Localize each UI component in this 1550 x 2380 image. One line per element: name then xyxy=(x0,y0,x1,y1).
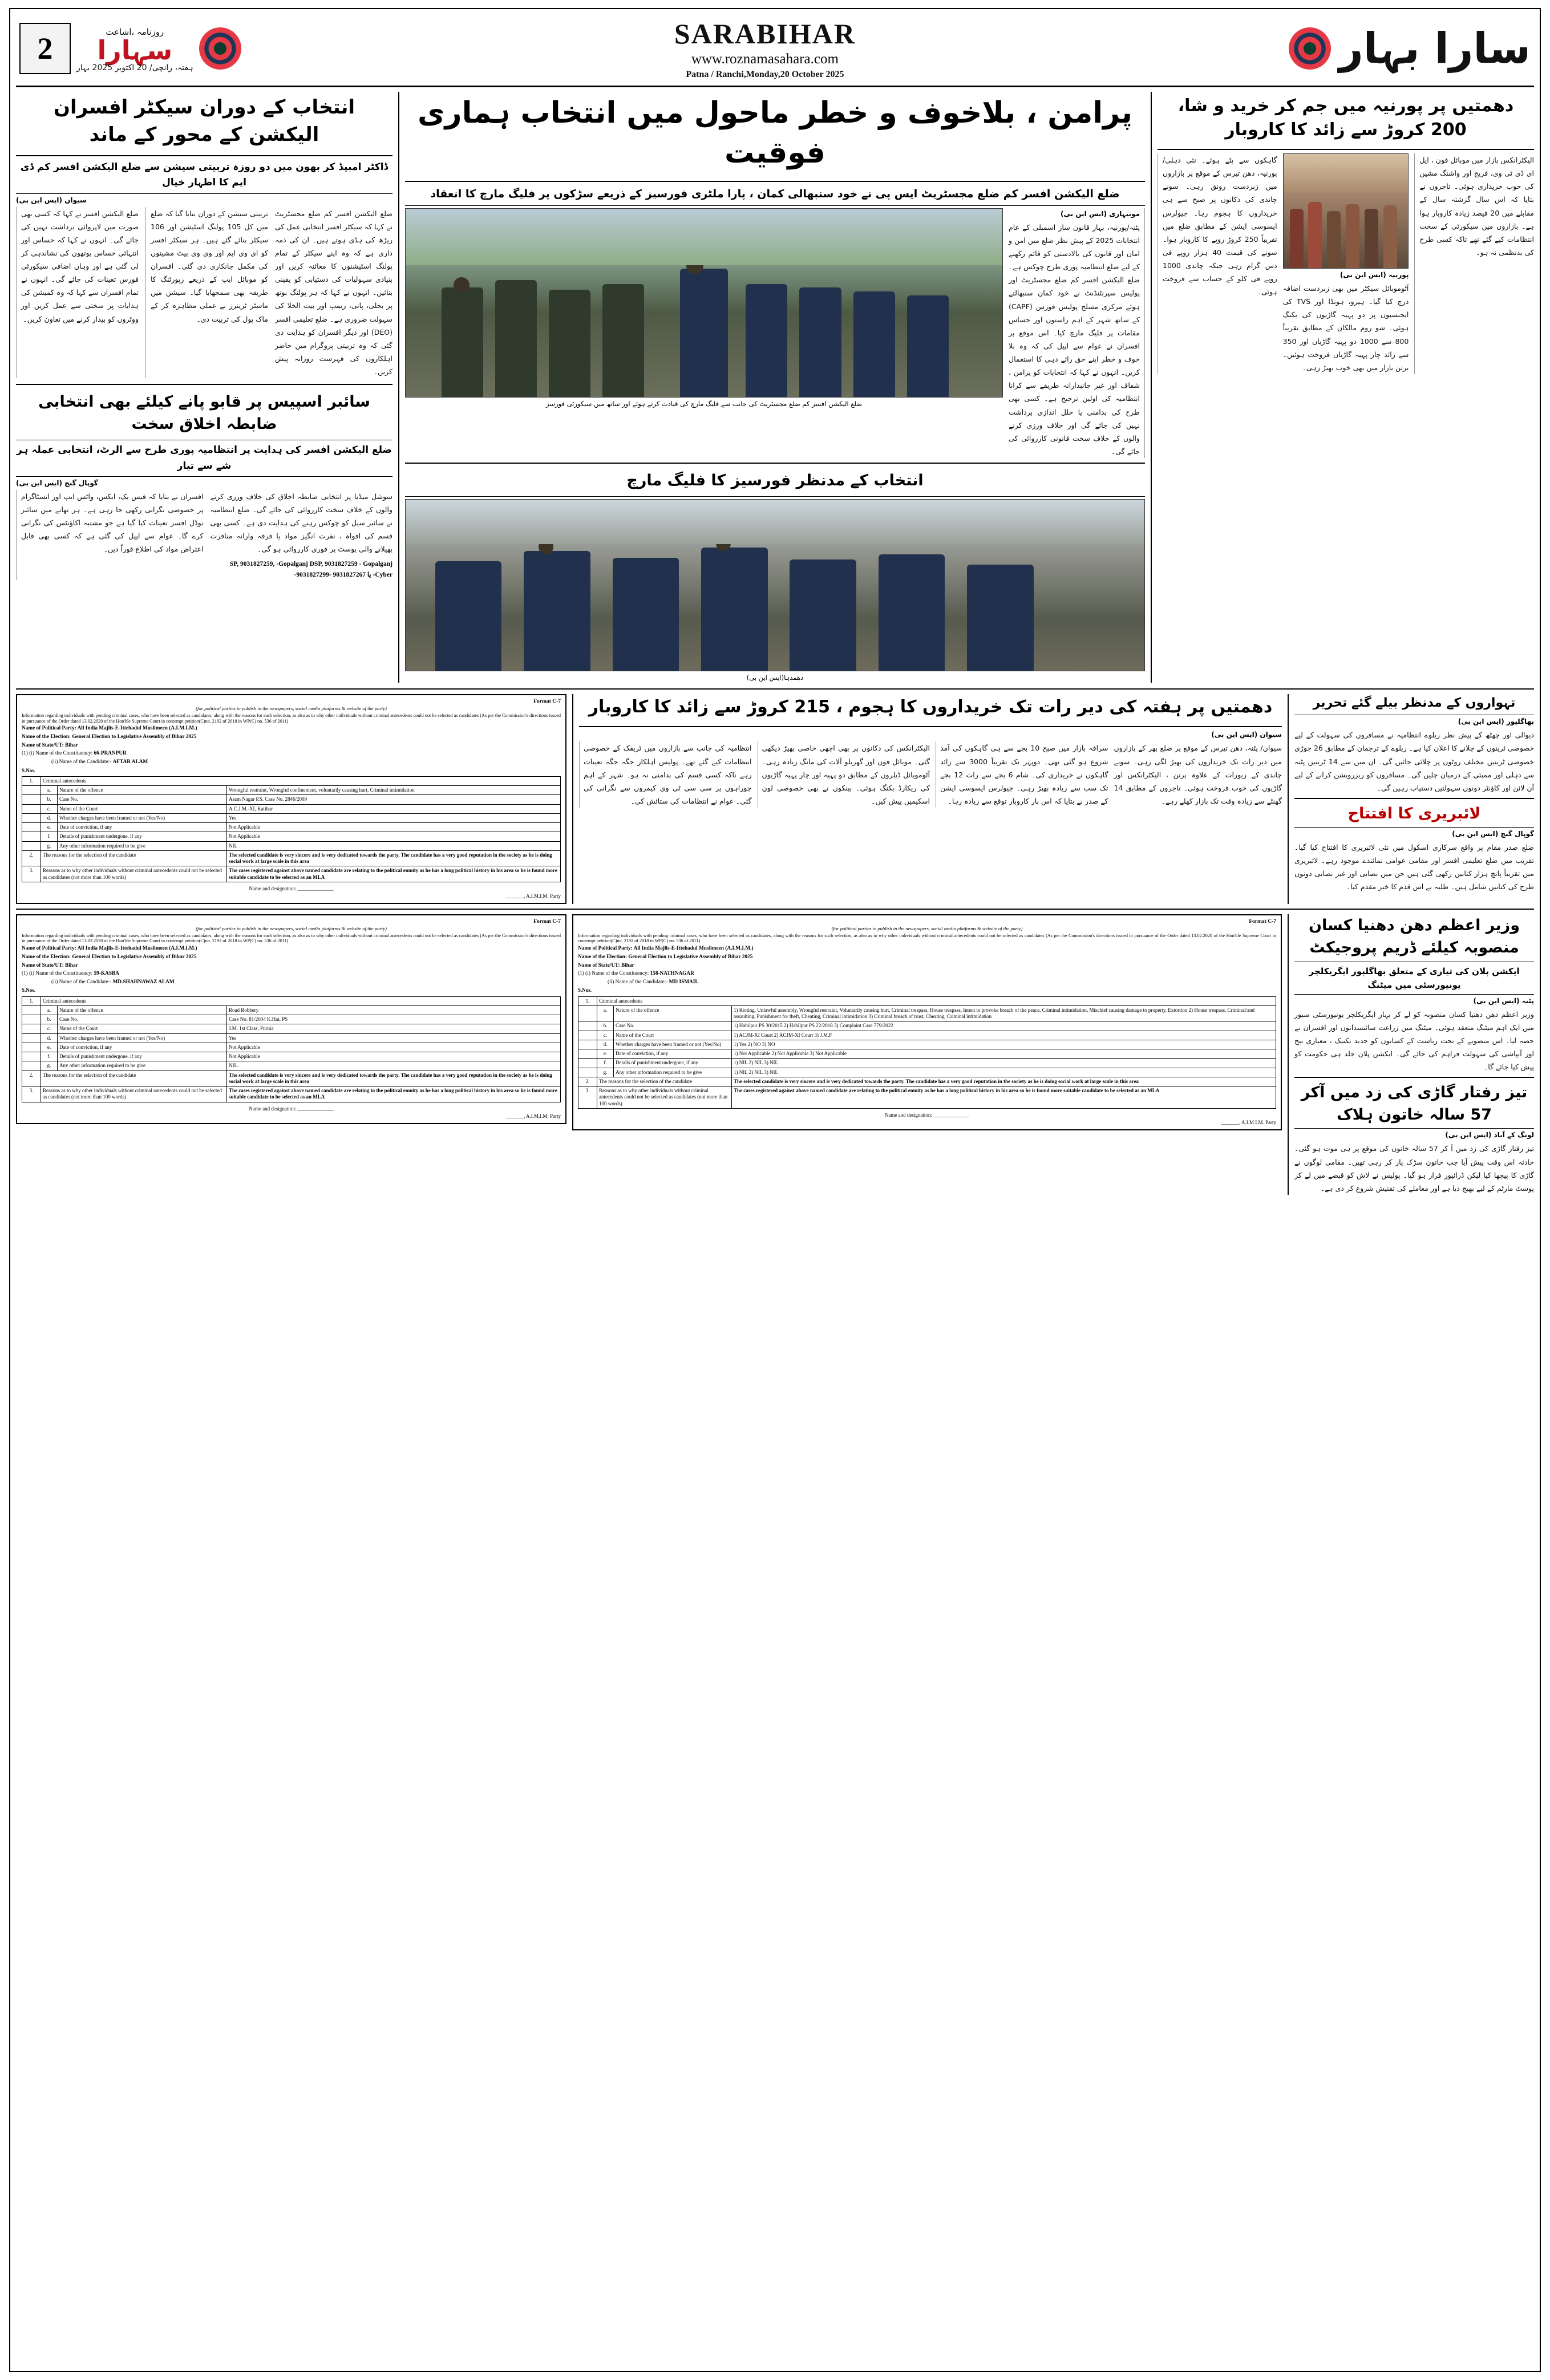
sun-emblem-icon xyxy=(199,27,241,70)
right-mid-byline: پورنیہ (ایس این بی) xyxy=(1339,271,1409,279)
form2-r-e-label: Date of conviction, if any xyxy=(58,1043,227,1052)
form1-r-d-label: Whether charges have been framed or not (Yes/No) xyxy=(58,813,227,822)
form3-r-g-label: Any other information required to be give xyxy=(614,1068,732,1077)
form1-candidate-value: AFTAR ALAM xyxy=(112,759,148,765)
bottom-mid-headline: دھمتیں پر ہفتہ کی دیر رات تک خریداروں کا ہجوم ، 215 کروڑ سے زائد کا کاروبار xyxy=(588,697,1273,717)
form1-party-label: Name of Political Party: xyxy=(22,725,76,732)
form1-party-value: All India Majlis-E-Ittehadul Muslimeen (A.I.M.I.M.) xyxy=(77,725,197,732)
form2-format-id: Format C-7 xyxy=(533,919,561,925)
right-mid-col2: آٹوموبائل سیکٹر میں بھی زبردست اضافہ درج کیا گیا۔ ہیرو، ہونڈا اور TVS کی ایجنسیوں پر دو پہیہ گاڑیوں کی بکنگ ہوئی۔ شو روم مالکان کے مطابق تقریباً 800 سے 1000 دو پہیہ گاڑیاں اور 350 سے زائد چار پہیہ گاڑیاں فروخت ہوئیں۔ برتن بازار میں بھی خوب بھیڑ رہی۔ xyxy=(1282,284,1409,372)
form3-row3-value: The cases registered against above named candidate are relating to the political enmity as he has a long political history in his area so he is found more suitable candidate to be selected as an MLA xyxy=(732,1086,1276,1109)
form2-state-label: Name of State/UT: xyxy=(22,962,64,968)
form-block-2 xyxy=(16,914,566,1195)
form1-r-g-lab: g. xyxy=(41,841,58,850)
table-row: 2. The reasons for the selection of the candidate The selected candidate is very sincere and is very dedicated towards the party. The candidate has a very good reputation in the society as he is doing social work at large scale in this area xyxy=(578,1077,1276,1086)
lead-photo-caption: ضلع الیکشن افسر کم ضلع مجسٹریٹ کی جانب سے فلیگ مارچ کی قیادت کرتے ہوئے اور ساتھ میں سیکورٹی فورسز xyxy=(545,399,863,408)
form2-row3-value: The cases registered against above named candidate are relating to the political enmity as he has a long political history in his area so he is found more suitable candidate to be selected as an MLA xyxy=(227,1086,561,1102)
form3-r-c-value: 1) ACJM-XI Court 2) ACJM-XI Court 3) J.M.F xyxy=(732,1031,1276,1040)
form1-r-g-label: Any other information required to be give xyxy=(58,841,227,850)
form3-r-e-lab: e. xyxy=(597,1049,614,1059)
format-c7-form-2 xyxy=(16,914,566,1124)
left-mid-contacts: SP, 9031827259, -Gopalganj DSP, 9031827259 - Gopalganj -9031827299- یا 9031827267 -Cyber xyxy=(229,561,392,578)
form2-constituency-value: 59-KASBA xyxy=(94,971,119,977)
bottom-mid-col2: سرافہ بازار میں صبح 10 بجے سے ہی گاہکوں کی آمد شروع ہو گئی تھی۔ دوپہر تک تقریباً 3000 سے زائد گاہکوں نے خریداری کی۔ شام 6 بجے سے رات 12 بجے تک سب سے زیادہ بھیڑ رہی۔ جیولرس ایسوسی ایشن کے صدر نے بتایا کہ اس بار کاروبار توقع سے زیادہ رہا۔ xyxy=(936,741,1108,808)
form2-r-g-value: NIL. xyxy=(227,1061,561,1071)
form1-row2-value: The selected candidate is very sincere and is very dedicated towards the party. The candidate has a very good reputation in the society as he is doing social work at large scale in this area xyxy=(227,850,561,866)
website-url[interactable]: www.roznamasahara.com xyxy=(691,51,839,67)
form3-row2-value: The selected candidate is very sincere and is very dedicated towards the party. The candidate has a very good reputation in the society as he is doing social work at large scale in this area xyxy=(732,1077,1276,1086)
form3-r-f-value: 1) NIL 2) NIL 3) NIL xyxy=(732,1059,1276,1068)
form1-election-label: Name of the Election: xyxy=(22,734,71,740)
right-item3-byline: پٹنہ (ایس این بی) xyxy=(1473,996,1534,1005)
form2-r-d-lab: d. xyxy=(41,1033,58,1043)
form3-r-a-value: 1) Rioting, Unlawful assembly, Wrongful restraint, Voluntarily causing hurt, Criminal trespass, House trespass, Intent to provoke breach of the peace, Criminal intimidation, Mischief causing damage to property, Extortion 2) House trespass, Criminal/and assaulting, Punishment for theft, Cheating, Criminal intimidation 3) Criminal breach of trust, Cheating, Criminal intimidation xyxy=(732,1005,1276,1021)
logo-urdu-title: سہارا xyxy=(97,34,173,66)
table-row: 1. Criminal antecedents xyxy=(578,996,1276,1005)
left-top-subhead: ڈاکٹر امبیڈ کر بھون میں دو روزہ تربیتی سیشن سے ضلع الیکشن افسر کم ڈی ایم کا اظہار خیال xyxy=(20,161,388,189)
right-column xyxy=(1151,92,1534,683)
bottom-mid-col4: انتظامیہ کی جانب سے بازاروں میں ٹریفک کے خصوصی انتظامات کیے گئے تھے۔ پولیس اہلکار جگہ جگہ تعینات رہے تاکہ کسی قسم کی بدامنی نہ ہو۔ شہر کے اہم چوراہوں پر سی سی ٹی وی کیمروں سے نگرانی کی گئی۔ عوام نے انتظامات کی ستائش کی۔ xyxy=(579,741,752,808)
form1-r-d-value: Yes xyxy=(227,813,561,822)
table-row: 2. The reasons for the selection of the candidate The selected candidate is very sincere and is very dedicated towards the party. The candidate has a very good reputation in the society as he is doing social work at large scale in this area xyxy=(22,850,561,866)
form2-note: Information regarding individuals with pending criminal cases, who have been selected as candidates, along with the reasons for such selection, as also as to why other individuals without criminal antecedents could not be selected as candidates (As per the Commission's directions issued in pursuance of the Order dated 13.02.2020 of the Hon'ble Supreme Court in contempt petition(C)no. 2192 of 2018 in WP(C) no. 536 of 2011) xyxy=(22,932,561,944)
table-row xyxy=(578,1049,1276,1059)
form3-election-value: General Election to Legislative Assembly of Bihar 2025 xyxy=(628,954,753,960)
urdu-masthead-title: سارا بہار xyxy=(1339,24,1531,73)
table-row xyxy=(22,1015,561,1024)
form3-r-a-label: Nature of the offence xyxy=(614,1005,732,1021)
form1-table xyxy=(22,776,561,882)
english-title: SARABIHAR xyxy=(674,18,856,50)
form1-r-f-value: Not Applicable xyxy=(227,832,561,841)
form1-r-e-lab: e. xyxy=(41,823,58,832)
left-top-byline: سیوان (ایس این بی) xyxy=(16,196,87,204)
form1-state-label: Name of State/UT: xyxy=(22,742,64,748)
form1-note: Information regarding individuals with pending criminal cases, who have been selected as candidates, along with the reasons for such selection, as also as to why other individuals without criminal antecedents could not be selected as candidates (As per the Commission's directions issued in pursuance of the Order dated 13.02.2020 of the Hon'ble Supreme Court in contempt petition(C)no. 2192 of 2018 in WP(C) no. 536 of 2011) xyxy=(22,712,561,724)
form3-subtitle: (for political parties to publish in the newspapers, social media platforms & website of the party) xyxy=(831,926,1023,932)
form3-r-e-label: Date of conviction, if any xyxy=(614,1049,732,1059)
form1-subtitle: (for political parties to publish in the newspapers, social media platforms & website of the party) xyxy=(196,706,387,712)
bottom-mid-story xyxy=(572,694,1282,904)
market-photo xyxy=(1283,153,1409,269)
form2-r-c-label: Name of the Court xyxy=(58,1024,227,1033)
form2-r-f-lab: f. xyxy=(41,1052,58,1061)
form2-state-value: Bihar xyxy=(65,962,78,968)
table-row xyxy=(22,1052,561,1061)
table-row xyxy=(22,832,561,841)
left-top-headline: انتخاب کے دوران سیکٹر افسران الیکشن کے محور کے ماند xyxy=(53,96,355,146)
lead-photo xyxy=(405,208,1003,398)
form3-r-g-lab: g. xyxy=(597,1068,614,1077)
logo-subtitle: روزنامہ ،اشاعت xyxy=(106,26,164,37)
form2-r-g-lab: g. xyxy=(41,1061,58,1071)
form1-r-b-lab: b. xyxy=(41,795,58,804)
form3-table xyxy=(578,996,1276,1109)
masthead xyxy=(16,14,1534,87)
form3-party-value: All India Majlis-E-Ittehadul Muslimeen (A.I.M.I.M.) xyxy=(633,946,754,952)
form3-candidate-value: MD ISMAIL xyxy=(669,979,699,985)
form3-r-a-lab: a. xyxy=(597,1005,614,1021)
form3-criminal-title: Criminal antecedents xyxy=(597,996,1276,1005)
form2-r-c-lab: c. xyxy=(41,1024,58,1033)
form3-state-value: Bihar xyxy=(621,962,634,968)
left-top-body-col1: ضلع الیکشن افسر کم ضلع مجسٹریٹ نے کہا کہ سیکٹر افسر انتخابی عمل کی ریڑھ کی ہڈی ہوتے ہیں۔ ان کی ذمہ داری ہے کہ وہ اپنے سیکٹر کے تمام پولنگ اسٹیشنوں کا معائنہ کریں اور بنیادی سہولیات کی دستیابی کو یقینی بنائیں۔ انہوں نے کہا کہ ہر پولنگ بوتھ پر بجلی، پانی، ریمپ اور بیت الخلا کی سہولت ضروری ہے۔ ضلع تعلیمی افسر (DEO) اور دیگر افسران کو ہدایت دی گئی کہ وہ تربیتی پروگرام میں حاضر اہلکاروں کی فہرست روزانہ پیش کریں۔ xyxy=(275,209,392,376)
form2-r-d-label: Whether charges have been framed or not (Yes/No) xyxy=(58,1033,227,1043)
form1-row2-label: The reasons for the selection of the candidate xyxy=(41,850,227,866)
form1-r-e-label: Date of conviction, if any xyxy=(58,823,227,832)
left-top-body-col3: ضلع الیکشن افسر نے کہا کہ کسی بھی صورت میں لاپروائی برداشت نہیں کی جائے گی۔ انہوں نے کہا کہ حساس اور انتہائی حساس بوتھوں کی نشاندہی کر لی گئی ہے اور وہاں اضافی سیکورٹی فورس تعینات کی جائے گی۔ انہوں نے تمام افسران سے کہا کہ وہ کمیشن کی ہدایات پر سختی سے عمل کریں اور ووٹروں کو بیدار کرنے میں تعاون کریں۔ xyxy=(16,207,139,379)
form1-r-d-lab: d. xyxy=(41,813,58,822)
form3-row3-label: Reasons as to why other individuals without criminal antecedents could not be selected as candidates (not more than 100 words) xyxy=(597,1086,732,1109)
form1-r-c-label: Name of the Court xyxy=(58,804,227,813)
form2-party-label: Name of Political Party: xyxy=(22,946,76,952)
right-mid-col3: الیکٹرانکس بازار میں موبائل فون ، ایل ای ڈی ٹی وی، فریج اور واشنگ مشین کی خوب خریداری ہوئی۔ تاجروں نے بتایا کہ اس سال گزشتہ سال کے مقابلے میں 20 فیصد زیادہ کاروبار ہوا ہے۔ بازاروں میں سیکورٹی کے سخت انتظامات کیے گئے تھے تاکہ کسی طرح کی بدنظمی نہ ہو۔ xyxy=(1414,153,1534,374)
form2-table xyxy=(22,996,561,1102)
form3-sno-header: S.Nos. xyxy=(578,987,592,994)
left-mid-headline: سائبر اسپیس پر قابو پانے کیلئے بھی انتخابی ضابطہ اخلاق سخت xyxy=(38,393,370,433)
form-block-3 xyxy=(572,914,1282,1195)
page-number: 2 xyxy=(19,23,71,74)
table-row xyxy=(22,1043,561,1052)
table-row xyxy=(22,1024,561,1033)
sun-emblem-icon-right xyxy=(1289,27,1331,70)
left-column xyxy=(16,92,392,683)
form1-r-a-label: Nature of the offence xyxy=(58,786,227,795)
form2-r-f-value: Not Applicable xyxy=(227,1052,561,1061)
form1-election-value: General Election to Legislative Assembly of Bihar 2025 xyxy=(72,734,197,740)
form2-r-a-lab: a. xyxy=(41,1005,58,1015)
form1-r-a-value: Wrongful restraint, Wrongful confinement, voluntarily causing hurt, Criminal intimidation xyxy=(227,786,561,795)
form3-r-b-lab: b. xyxy=(597,1021,614,1031)
table-row xyxy=(22,823,561,832)
middle-band xyxy=(16,694,1534,904)
page-frame xyxy=(9,8,1541,2372)
form1-r-a-lab: a. xyxy=(41,786,58,795)
form3-r-f-lab: f. xyxy=(597,1059,614,1068)
form2-election-label: Name of the Election: xyxy=(22,954,71,960)
form2-candidate-label: (ii) Name of the Candidate:- xyxy=(51,979,112,985)
table-row: 3. Reasons as to why other individuals without criminal antecedents could not be selected as candidates (not more than 100 words) The cases registered against above named candidate are relating to the political enmity as he has a long political history in his area so he is found more suitable candidate to be selected as an MLA xyxy=(22,866,561,882)
form3-r-d-label: Whether charges have been framed or not (Yes/No) xyxy=(614,1040,732,1049)
form1-sno-header: S.Nos. xyxy=(22,767,36,773)
left-mid-body-col1: سوشل میڈیا پر انتخابی ضابطہ اخلاق کی خلاف ورزی کرنے والوں کے خلاف سخت کارروائی کی جائے گی۔ ضلع انتظامیہ نے سائبر سیل کو چوکس رہنے کی ہدایت دی ہے۔ کسی بھی قسم کی افواہ ، نفرت انگیز مواد یا فرقہ وارانہ منافرت پھیلانے والی پوسٹ پر فوری کارروائی ہو گی۔ xyxy=(210,492,392,554)
right-item1-headline: تہواروں کے مدنظر بیلے گئے تحریر xyxy=(1313,696,1516,711)
left-mid-byline: گوپال گنج (ایس این بی) xyxy=(16,479,98,487)
form2-signature: Name and designation: ______________ xyxy=(249,1105,334,1112)
right-item3-body: وزیر اعظم دھن دھنیا کسان منصوبہ کو لے کر بہار ایگریکلچر یونیورسٹی سبور میں ایک اہم میٹنگ منعقد ہوئی۔ میٹنگ میں زراعت سائنسدانوں اور افسران نے حصہ لیا۔ اس منصوبے کے تحت ریاست کے کسانوں کو جدید تکنیک ، معیاری بیج اور آبپاشی کی سہولت فراہم کی جائے گی۔ ایکشن پلان جلد ہی حکومت کو پیش کیا جائے گا۔ xyxy=(1294,1009,1534,1072)
table-row: 2. The reasons for the selection of the candidate The selected candidate is very sincere and is very dedicated towards the party. The candidate has a very good reputation in the society as he is doing social work at large scale in this area xyxy=(22,1071,561,1086)
masthead-right xyxy=(1289,24,1531,73)
table-row xyxy=(578,1021,1276,1031)
lead-subhead: ضلع الیکشن افسر کم ضلع مجسٹریٹ ایس پی نے خود سنبھالی کمان ، پارا ملٹری فورسیز کے ذریعے سڑکوں پر فلیگ مارچ کا انعقاد xyxy=(430,188,1120,201)
form1-criminal-title: Criminal antecedents xyxy=(41,776,561,785)
table-row xyxy=(578,1059,1276,1068)
form1-row3-label: Reasons as to why other individuals without criminal antecedents could not be selected as candidates (not more than 100 words) xyxy=(41,866,227,882)
form1-party-sign: _______, A.I.M.I.M. Party xyxy=(505,893,561,899)
right-item2-headline: لائبریری کا افتتاح xyxy=(1347,804,1481,822)
table-row xyxy=(22,813,561,822)
form2-r-b-lab: b. xyxy=(41,1015,58,1024)
bottom-mid-col3: الیکٹرانکس کی دکانوں پر بھی اچھی خاصی بھیڑ دیکھی گئی۔ موبائل فون اور گھریلو آلات کی مانگ زیادہ رہی۔ آٹوموبائل ڈیلروں کے مطابق دو پہیہ اور چار پہیہ گاڑیوں کی ریکارڈ بکنگ ہوئی۔ بینکوں نے بھی خصوصی لون اسکیمیں پیش کیں۔ xyxy=(758,741,930,808)
form3-r-c-lab: c. xyxy=(597,1031,614,1040)
form1-r-c-value: A.C.J.M.-XI, Katihar xyxy=(227,804,561,813)
form2-r-f-label: Details of punishment undergone, if any xyxy=(58,1052,227,1061)
form1-r-e-value: Not Applicable xyxy=(227,823,561,832)
form1-constituency-value: 66-PRANPUR xyxy=(94,751,127,757)
table-row xyxy=(22,786,561,795)
form1-row-index: 1. xyxy=(22,776,41,785)
left-mid-subhead: ضلع الیکشن افسر کی ہدایت پر انتظامیہ پوری طرح سے الرٹ، انتخابی عملہ ہر شے سے تیار xyxy=(16,444,392,472)
right-sidebar-top xyxy=(1288,694,1534,904)
form3-r-d-lab: d. xyxy=(597,1040,614,1049)
right-item2-body: ضلع صدر مقام پر واقع سرکاری اسکول میں نئی لائبریری کا افتتاح کیا گیا۔ تقریب میں ضلع تعلیمی افسر اور مقامی عوامی نمائندے موجود رہے۔ لائبریری میں تقریباً پانچ ہزار کتابیں رکھی گئی ہیں جن میں نصابی اور غیر نصابی دونوں طرح کی کتابیں شامل ہیں۔ طلبہ نے اس قدم کا خیر مقدم کیا۔ xyxy=(1294,843,1534,891)
table-row xyxy=(22,1005,561,1015)
mid-photo2-headline: انتخاب کے مدنظر فورسیز کا فلیگ مارچ xyxy=(626,472,924,490)
form3-election-label: Name of the Election: xyxy=(578,954,627,960)
form3-row2-label: The reasons for the selection of the candidate xyxy=(597,1077,732,1086)
form1-format-id: Format C-7 xyxy=(533,699,561,705)
form3-constituency-label: (1) (i) Name of the Constituency: xyxy=(578,971,649,977)
form2-r-c-value: J.M. 1st Class, Purnia xyxy=(227,1024,561,1033)
form3-constituency-value: 158-NATHNAGAR xyxy=(650,971,694,977)
right-item4-byline: لونگ کے آباد (ایس این بی) xyxy=(1445,1131,1534,1140)
form3-format-id: Format C-7 xyxy=(1249,919,1276,925)
form1-r-b-value: Asam Nagar P.S. Case No. 2846/2009 xyxy=(227,795,561,804)
form1-constituency-label: (1) (i) Name of the Constituency: xyxy=(22,751,93,757)
form3-r-c-label: Name of the Court xyxy=(614,1031,732,1040)
masthead-center xyxy=(247,17,1283,80)
form2-party-sign: _______, A.I.M.I.M. Party xyxy=(505,1113,561,1119)
form2-election-value: General Election to Legislative Assembly of Bihar 2025 xyxy=(72,954,197,960)
form2-sno-header: S.Nos. xyxy=(22,987,36,994)
form2-r-a-label: Nature of the offence xyxy=(58,1005,227,1015)
table-row xyxy=(22,795,561,804)
flag-march-caption: دھمدہا(ایس این بی) xyxy=(746,674,804,682)
table-row xyxy=(22,776,561,785)
form2-candidate-value: MD.SHAHNAWAZ ALAM xyxy=(112,979,175,985)
left-top-body-col2: تربیتی سیشن کے دوران بتایا گیا کہ ضلع میں کل 105 پولنگ اسٹیشن اور 106 سیکٹر بنائے گئے ہیں۔ ہر سیکٹر افسر کو ای وی ایم اور وی وی پیٹ مشینوں کی مکمل جانکاری دی گئی۔ افسران کو موبائل ایپ کے ذریعے رپورٹنگ کا طریقہ بھی سمجھایا گیا۔ سیشن میں ماسٹر ٹرینرز نے عملی مظاہرہ کر کے ماک پول کی تربیت دی۔ xyxy=(145,207,268,379)
table-row xyxy=(578,1040,1276,1049)
form1-r-b-label: Case No. xyxy=(58,795,227,804)
form3-state-label: Name of State/UT: xyxy=(578,962,620,968)
format-c7-form-1 xyxy=(16,694,566,904)
right-item1-body: دیوالی اور چھٹھ کے پیش نظر ریلوے انتظامیہ نے مسافروں کی سہولت کے لیے خصوصی ٹرینوں کے چلانے کا اعلان کیا ہے۔ ریلوے کے ترجمان کے مطابق 26 جوڑی خصوصی ٹرینیں مختلف روٹوں پر چلائی جائیں گی۔ ان میں سے 14 ٹرینیں پٹنہ سے دہلی اور ممبئی کے درمیان چلیں گی۔ مسافروں کو ریزرویشن کرانے کے لیے آن لائن اور کاؤنٹر دونوں سہولتیں دستیاب رہیں گی۔ xyxy=(1294,731,1534,792)
logo-date: ہفتہ، رانچی/ 20 اکتوبر 2025 بہار xyxy=(76,63,193,72)
format-c7-form-3 xyxy=(572,914,1282,1130)
form2-row3-label: Reasons as to why other individuals without criminal antecedents could not be selected as candidates (not more than 100 words) xyxy=(41,1086,227,1102)
form1-signature: Name and designation: ______________ xyxy=(249,885,334,891)
left-mid-body-col2: افسران نے بتایا کہ فیس بک، ایکس، واٹس ایپ اور انسٹاگرام پر خصوصی نگرانی رکھی جا رہی ہے۔ ہر تھانے میں سائبر نوڈل افسر تعینات کیا گیا ہے جو مشتبہ اکاؤنٹس کی نگرانی کرے گا۔ عوام سے اپیل کی گئی ہے کہ کسی بھی قابل اعتراض مواد کی اطلاع فوراً دیں۔ xyxy=(16,490,204,580)
edition-line: Patna / Ranchi,Monday,20 October 2025 xyxy=(686,70,844,79)
form3-party-label: Name of Political Party: xyxy=(578,946,633,952)
right-item1-byline: بھاگلپور (ایس این بی) xyxy=(1458,717,1534,726)
form1-row3-value: The cases registered against above named candidate are relating to the political enmity as he has a long political history in his area so he is found more suitable candidate to be selected as an MLA xyxy=(227,866,561,882)
form2-row2-value: The selected candidate is very sincere and is very dedicated towards the party. The candidate has a very good reputation in the society as he is doing social work at large scale in this area xyxy=(227,1071,561,1086)
table-row xyxy=(22,1033,561,1043)
form-block-1 xyxy=(16,694,566,904)
right-mid-col1: گاہکوں سے پٹے ہوئے۔ نئی دہلی/پورنیہ، دھن تیرس کے موقع پر بازاروں میں زبردست رونق رہی۔ سونے چاندی کی دکانوں پر صبح سے ہی خریداروں کا ہجوم رہا۔ جیولرس ایسوسی ایشن کے مطابق ضلع میں تقریباً 250 کروڑ روپے کا کاروبار ہوا۔ سونے کی قیمت 40 ہزار روپے فی دس گرام رہی جبکہ چاندی 1000 روپے فی کلو کے حساب سے فروخت ہوئی۔ xyxy=(1158,153,1277,374)
bottom-mid-byline: سیوان (ایس این بی) xyxy=(1211,731,1282,739)
table-row xyxy=(22,841,561,850)
right-sidebar-bottom xyxy=(1288,914,1534,1195)
form2-row2-label: The reasons for the selection of the candidate xyxy=(41,1071,227,1086)
right-item2-byline: گوپال گنج (ایس این بی) xyxy=(1452,830,1534,838)
form1-r-f-label: Details of punishment undergone, if any xyxy=(58,832,227,841)
form2-constituency-label: (1) (i) Name of the Constituency: xyxy=(22,971,93,977)
form3-signature: Name and designation: ______________ xyxy=(884,1112,970,1118)
form1-r-c-lab: c. xyxy=(41,804,58,813)
table-row: 3. Reasons as to why other individuals without criminal antecedents could not be selected as candidates (not more than 100 words) The cases registered against above named candidate are relating to the political enmity as he has a long political history in his area so he is found more suitable candidate to be selected as an MLA xyxy=(578,1086,1276,1109)
table-row: 3. Reasons as to why other individuals without criminal antecedents could not be selected as candidates (not more than 100 words) The cases registered against above named candidate are relating to the political enmity as he has a long political history in his area so he is found more suitable candidate to be selected as an MLA xyxy=(22,1086,561,1102)
flag-march-photo xyxy=(405,499,1145,671)
top-zone xyxy=(16,92,1534,683)
form2-r-g-label: Any other information required to be give xyxy=(58,1061,227,1071)
form1-candidate-label: (ii) Name of the Candidate:- xyxy=(51,759,112,765)
lead-headline: پرامن ، بلاخوف و خطر ماحول میں انتخاب ہماری فوقیت xyxy=(418,96,1132,171)
form3-r-b-value: 1) Habilpur PS 30/2015 2) Habilpur PS 22/2018 3) Complaint Case 779/2022 xyxy=(732,1021,1276,1031)
right-item4-headline: تیز رفتار گاڑی کی زد میں آکر 57 سالہ خاتون ہلاک xyxy=(1301,1084,1528,1124)
form3-r-f-label: Details of punishment undergone, if any xyxy=(614,1059,732,1068)
form3-note: Information regarding individuals with pending criminal cases, who have been selected as candidates, along with the reasons for such selection, as also as to why other individuals without criminal antecedents could not be selected as candidates (As per the Commission's directions issued in pursuance of the Order dated 13.02.2020 of the Hon'ble Supreme Court in contempt petition(C)no. 2192 of 2018 in WP(C) no. 536 of 2011) xyxy=(578,932,1276,944)
form2-criminal-title: Criminal antecedents xyxy=(41,996,561,1005)
right-item3-subhead: ایکشن پلان کی تیاری کے متعلق بھاگلپور ایگریکلچر یونیورسٹی میں میٹنگ xyxy=(1309,966,1520,990)
form2-r-e-lab: e. xyxy=(41,1043,58,1052)
form1-r-g-value: NIL xyxy=(227,841,561,850)
center-column xyxy=(398,92,1145,683)
lead-byline: موتیہاری (ایس این بی) xyxy=(1061,209,1140,218)
form2-r-a-value: Road Robbery xyxy=(227,1005,561,1015)
table-row xyxy=(578,1005,1276,1021)
form3-party-sign: _______, A.I.M.I.M. Party xyxy=(1221,1120,1276,1126)
table-row xyxy=(578,1031,1276,1040)
table-row xyxy=(578,1068,1276,1077)
form3-candidate-label: (ii) Name of the Candidate:- xyxy=(608,979,668,985)
form3-r-g-value: 1) NIL 2) NIL 3) NIL xyxy=(732,1068,1276,1077)
form2-r-b-label: Case No. xyxy=(58,1015,227,1024)
table-row: 1. Criminal antecedents xyxy=(22,996,561,1005)
right-mid-headline: دھمتیں پر پورنیہ میں جم کر خرید و شا، 200 کروڑ سے زائد کا کاروبار xyxy=(1177,96,1514,140)
form1-r-f-lab: f. xyxy=(41,832,58,841)
right-item3-headline: وزیر اعظم دھن دھنیا کسان منصوبہ کیلئے ڈریم پروجیکٹ xyxy=(1308,917,1520,957)
form2-r-e-value: Not Applicable xyxy=(227,1043,561,1052)
form2-r-d-value: Yes xyxy=(227,1033,561,1043)
publication-logo xyxy=(76,25,193,72)
table-row xyxy=(22,1061,561,1071)
form3-r-e-value: 1) Not Applicable 2) Not Applicable 3) Not Applicable xyxy=(732,1049,1276,1059)
bottom-mid-col1: سیوان/ پٹنہ، دھن تیرس کے موقع پر ضلع بھر کے بازاروں میں دیر رات تک خریداروں کی بھیڑ لگی رہی۔ سونے چاندی کے زیورات کے علاوہ برتن ، الیکٹرانکس اور گاڑیوں کی خوب فروخت ہوئی۔ تاجروں کے مطابق 14 گھنٹے سے زیادہ وقت تک بازار کھلے رہے۔ xyxy=(1114,744,1282,805)
lead-body: پٹنہ/پورنیہ، بہار قانون ساز اسمبلی کے عام انتخابات 2025 کے پیش نظر ضلع میں امن و امان اور قانون کی بالادستی کو قائم رکھنے کے لیے ضلع انتظامیہ پوری طرح چوکس ہے۔ ضلع الیکشن افسر کم ضلع مجسٹریٹ اور پولیس سپرنٹنڈنٹ نے خود کمان سنبھالتے ہوئے مرکزی مسلح پولیس فورس (CAPF) کے ساتھ شہر کے اہم راستوں اور حساس مقامات پر فلیگ مارچ کیا۔ اس موقع پر افسران نے عوام سے اپیل کی کہ وہ بلا خوف و خطر اپنے حق رائے دہی کا استعمال کریں۔ انہوں نے کہا کہ انتخابات کو پرامن ، شفاف اور غیر جانبدارانہ طریقے سے کرانا انتظامیہ کی اولین ترجیح ہے۔ کسی بھی طرح کی بدامنی یا خلل اندازی برداشت نہیں کی جائے گی اور خلاف ورزی کرنے والوں کے خلاف سخت قانونی کارروائی کی جائے گی۔ xyxy=(1009,222,1140,456)
form2-r-b-value: Case No. 81/2004 K.Hat, PS xyxy=(227,1015,561,1024)
bottom-band xyxy=(16,914,1534,1195)
table-row xyxy=(22,804,561,813)
form2-subtitle: (for political parties to publish in the newspapers, social media platforms & website of the party) xyxy=(196,926,387,932)
form3-r-d-value: 1) Yes 2) NO 3) NO xyxy=(732,1040,1276,1049)
right-item4-body: تیز رفتار گاڑی کی زد میں آ کر 57 سالہ خاتون کی موقع پر ہی موت ہو گئی۔ حادثہ اس وقت پیش آیا جب خاتون سڑک پار کر رہی تھیں۔ مقامی لوگوں نے گاڑی کا پیچھا کیا لیکن ڈرائیور فرار ہو گیا۔ پولیس نے لاش کو قبضے میں لے کر پوسٹ مارٹم کے لیے بھیج دیا ہے اور معاملے کی تفتیش شروع کر دی ہے۔ xyxy=(1294,1144,1535,1193)
form1-state-value: Bihar xyxy=(65,742,78,748)
form3-r-b-label: Case No. xyxy=(614,1021,732,1031)
masthead-left xyxy=(19,23,241,74)
form2-party-value: All India Majlis-E-Ittehadul Muslimeen (A.I.M.I.M.) xyxy=(77,946,197,952)
